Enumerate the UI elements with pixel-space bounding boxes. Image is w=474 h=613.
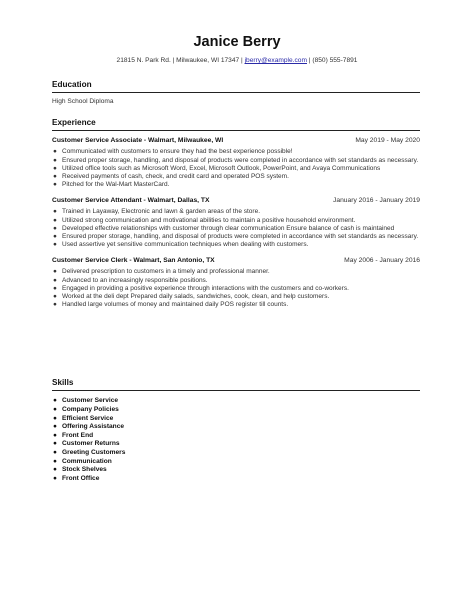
job-bullet [52,233,420,241]
skill-item [52,466,420,475]
bullet-icon: ● [53,474,57,482]
job-bullet [52,173,420,181]
candidate-name: Janice Berry [193,34,281,50]
skill-label: Front Office [62,474,100,482]
bullet-icon: ● [53,397,57,405]
bullet-icon: ● [53,405,57,413]
skill-item [52,458,420,467]
job-dates: January 2016 - January 2019 [333,197,420,205]
job-bullet-list [52,268,420,309]
bullet-icon: ● [53,216,57,224]
job-bullet-list [52,148,420,189]
email-link[interactable]: jberry@example.com [244,57,307,64]
skills-list [52,397,420,483]
job-header [52,197,420,204]
education-section [52,79,420,105]
skill-item [52,440,420,449]
skill-item [52,449,420,458]
bullet-text: Ensured proper storage, handling, and disposal of products were completed in accordance with set standards as necessary. [62,156,419,164]
skill-item [52,423,420,432]
bullet-icon: ● [53,448,57,456]
bullet-text: Ensured proper storage, handling, and disposal of products were completed in accordance with set standards as necessary. [62,233,419,241]
skills-heading: Skills [52,378,74,387]
bullet-text: Developed effective relationships with customer through clear communication Ensure balance of cash is maintained [62,224,395,232]
bullet-text: Communicated with customers to ensure they had the best experience possible! [62,148,293,156]
bullet-icon: ● [53,301,57,309]
section-divider [52,390,420,391]
job-title: Customer Service Clerk - Walmart, San Antonio, TX [52,257,215,265]
bullet-text: Received payments of cash, check, and credit card and operated POS system. [62,173,289,180]
bullet-text: Handled large volumes of money and maintained daily POS register till counts. [62,301,289,309]
bullet-text: Pitched for the Wal-Mart MasterCard. [62,181,170,189]
skill-label: Stock Shelves [62,466,107,474]
bullet-icon: ● [53,423,57,431]
address-text: 21815 N. Park Rd. | Milwaukee, WI 17347 | [116,57,243,64]
job-header [52,257,420,264]
job-bullet [52,293,420,301]
job-bullet [52,285,420,293]
skill-label: Communication [62,457,112,465]
skill-item [52,397,420,406]
job-list [52,137,420,309]
skill-item [52,415,420,424]
skill-label: Efficient Service [62,414,114,422]
job-title: Customer Service Attendant - Walmart, Dallas, TX [52,197,210,205]
section-divider [52,92,420,93]
job-bullet [52,208,420,216]
bullet-icon: ● [53,440,57,448]
education-heading: Education [52,80,92,89]
job-bullet [52,157,420,165]
bullet-icon: ● [53,457,57,465]
phone-text: | (850) 555-7891 [308,57,358,64]
bullet-icon: ● [53,156,57,164]
bullet-icon: ● [53,164,57,172]
bullet-icon: ● [53,414,57,422]
bullet-icon: ● [53,431,57,439]
bullet-icon: ● [53,293,57,301]
bullet-icon: ● [53,224,57,232]
job-bullet [52,225,420,233]
bullet-text: Utilized office tools such as Microsoft Word, Excel, Microsoft Outlook, PowerPoint, and Avaya Communications [62,164,381,172]
bullet-text: Engaged in providing a positive experience through interactions with the customers and co-workers. [62,284,349,292]
job-entry [52,137,420,189]
skill-label: Offering Assistance [62,423,125,431]
experience-heading: Experience [52,118,96,127]
job-bullet-list [52,208,420,249]
section-divider [52,130,420,131]
job-bullet [52,165,420,173]
skill-label: Company Policies [62,405,119,413]
job-bullet [52,301,420,309]
bullet-icon: ● [53,173,57,180]
skill-label: Greeting Customers [62,448,126,456]
bullet-icon: ● [53,276,57,284]
bullet-text: Worked at the deli dept Prepared daily salads, sandwiches, cook, clean, and help customers. [62,293,330,301]
contact-line [0,57,474,64]
job-bullet [52,148,420,156]
job-bullet [52,181,420,189]
skill-item [52,406,420,415]
bullet-icon: ● [53,233,57,241]
job-bullet [52,277,420,285]
skill-label: Customer Returns [62,440,120,448]
bullet-text: Used assertive yet sensitive communication techniques when dealing with customers. [62,241,309,249]
skill-label: Front End [62,431,94,439]
education-entry: High School Diploma [52,98,114,106]
job-title: Customer Service Associate - Walmart, Milwaukee, WI [52,137,224,145]
bullet-icon: ● [53,284,57,292]
job-bullet [52,241,420,249]
bullet-text: Utilized strong communication and motivational abilities to maintain a positive household environment. [62,216,356,224]
job-header [52,137,420,144]
job-bullet [52,217,420,225]
bullet-icon: ● [53,181,57,189]
bullet-text: Trained in Layaway, Electronic and lawn & garden areas of the store. [62,208,260,216]
skill-label: Customer Service [62,397,119,405]
skill-item [52,475,420,484]
skills-section [52,377,420,483]
bullet-icon: ● [53,148,57,156]
experience-section [52,117,420,309]
skill-item [52,432,420,441]
job-dates: May 2019 - May 2020 [355,137,420,145]
job-entry [52,257,420,309]
job-dates: May 2006 - January 2016 [344,257,420,265]
bullet-icon: ● [53,241,57,249]
bullet-icon: ● [53,208,57,216]
bullet-icon: ● [53,466,57,474]
bullet-icon: ● [53,268,57,276]
bullet-text: Delivered prescription to customers in a timely and professional manner. [62,268,270,276]
bullet-text: Advanced to an increasingly responsible positions. [62,276,208,284]
job-bullet [52,268,420,276]
job-entry [52,197,420,249]
